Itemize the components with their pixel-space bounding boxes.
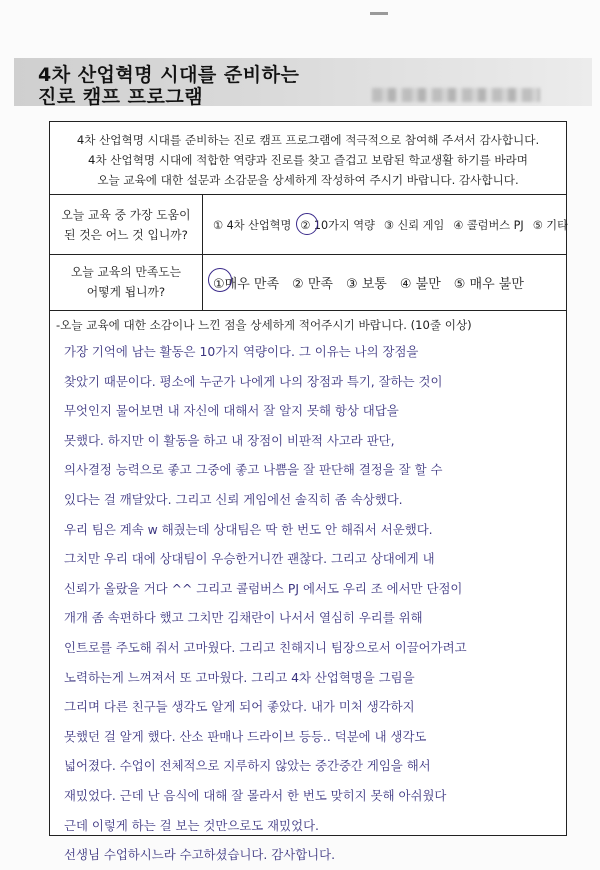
- question-satisfaction: [50, 254, 566, 311]
- question-most-helpful: [50, 195, 566, 255]
- option-dissatisfied[interactable]: ④ 불만: [399, 276, 441, 292]
- question-line-2: 어떻게 됩니까?: [86, 285, 166, 299]
- page-title: [38, 64, 299, 108]
- question-line-1: 오늘 교육의 만족도는: [70, 265, 182, 279]
- handwriting-line: 근데 이렇게 하는 걸 보는 것만으로도 재밌었다.: [64, 817, 319, 833]
- question-line-1: 오늘 교육 중 가장 도움이: [61, 207, 191, 222]
- handwriting-line: 무엇인지 물어보면 내 자신에 대해서 잘 알지 못해 항상 대답을: [64, 403, 399, 419]
- handwritten-impression: [64, 337, 554, 870]
- option-10-competencies-selected[interactable]: ② 10가지 역량: [300, 218, 375, 232]
- handwriting-line: 그리며 다른 친구들 생각도 알게 되어 좋았다. 내가 미처 생각하지: [64, 699, 415, 715]
- handwriting-line: 그치만 우리 대에 상대팀이 우승한거니깐 괜찮다. 그리고 상대에게 내: [64, 551, 435, 567]
- handwriting-line: 개개 좀 속편하다 했고 그치만 김채란이 나서서 열심히 우리를 위해: [64, 610, 423, 626]
- handwriting-line: 신뢰가 올랐을 거다 ^^ 그리고 콜럼버스 PJ 에서도 우리 조 에서만 단점이: [64, 580, 463, 596]
- intro-line-1: 4차 산업혁명 시대를 준비하는 진로 캠프 프로그램에 적극적으로 참여해 주셔서 감사합니다.: [76, 133, 540, 147]
- intro-text: [50, 122, 566, 195]
- handwriting-line: 가장 기억에 남는 활동은 10가지 역량이다. 그 이유는 나의 장점을: [64, 344, 419, 359]
- option-satisfied[interactable]: ② 만족: [292, 276, 333, 292]
- handwriting-line: 선생님 수업하시느라 수고하셨습니다. 감사합니다.: [64, 847, 336, 863]
- handwriting-line: 노력하는게 느껴져서 또 고마웠다. 그리고 4차 산업혁명을 그림을: [64, 669, 415, 685]
- question-label: [50, 195, 203, 254]
- option-very-dissatisfied[interactable]: ⑤ 매우 불만: [453, 276, 524, 292]
- survey-form: [49, 121, 568, 863]
- blurred-name-redaction: [372, 88, 540, 102]
- answer-options: [213, 254, 537, 310]
- handwriting-line: 의사결정 능력으로 좋고 그중에 좋고 나쁨을 잘 판단해 결정을 잘 할 수: [64, 462, 443, 478]
- title-line-1: 4차 산업혁명 시대를 준비하는: [38, 64, 300, 86]
- question-line-2: 된 것은 어느 것 입니까?: [64, 227, 188, 242]
- option-neutral[interactable]: ③ 보통: [345, 276, 387, 292]
- handwriting-line: 못했다. 하지만 이 활동을 하고 내 장점이 비판적 사고라 판단,: [64, 432, 395, 448]
- handwriting-line: 못했던 걸 알게 했다. 산소 판매나 드라이브 등등.. 덕분에 내 생각도: [64, 728, 427, 744]
- option-very-satisfied-selected[interactable]: ①매우 만족: [213, 273, 279, 292]
- handwriting-line: 우리 팀은 계속 w 해줬는데 상대팀은 딱 한 번도 안 해줘서 서운했다.: [64, 521, 433, 537]
- handwriting-line: 있다는 걸 깨달았다. 그리고 신뢰 게임에선 솔직히 좀 속상했다.: [64, 491, 403, 507]
- handwriting-line: 찾았기 때문이다. 평소에 누군가 나에게 나의 장점과 특기, 잘하는 것이: [64, 373, 443, 389]
- option-other[interactable]: ⑤ 기타: [532, 218, 568, 232]
- handwriting-line: 인트로를 주도해 줘서 고마웠다. 그리고 친해지니 팀장으로서 이끌어가려고: [64, 639, 467, 655]
- title-line-2: 진로 캠프 프로그램: [38, 86, 204, 108]
- question-label: [50, 254, 203, 310]
- handwriting-line: 넓어졌다. 수업이 전체적으로 지루하지 않았는 중간중간 게임을 해서: [64, 758, 431, 774]
- option-trust-game[interactable]: ③ 신뢰 게임: [383, 218, 445, 232]
- answer-options: [213, 195, 577, 254]
- handwriting-line: 재밌었다. 근데 난 음식에 대해 잘 몰라서 한 번도 맞히지 못해 아쉬웠다: [64, 787, 447, 803]
- intro-line-2: 4차 산업혁명 시대에 적합한 역량과 진로를 찾고 즐겁고 보람된 학교생활 하기를 바라며: [88, 153, 528, 167]
- option-4th-industrial-revolution[interactable]: ① 4차 산업혁명: [213, 218, 292, 232]
- option-columbus-pj[interactable]: ④ 콜럼버스 PJ: [453, 218, 524, 232]
- scan-mark: [370, 12, 388, 15]
- impression-prompt: -오늘 교육에 대한 소감이나 느낀 점을 상세하게 적어주시기 바랍니다. (10줄 이상): [56, 318, 472, 332]
- intro-line-3: 오늘 교육에 대한 설문과 소감문을 상세하게 작성하여 주시기 바랍니다. 감사합니다.: [97, 173, 519, 187]
